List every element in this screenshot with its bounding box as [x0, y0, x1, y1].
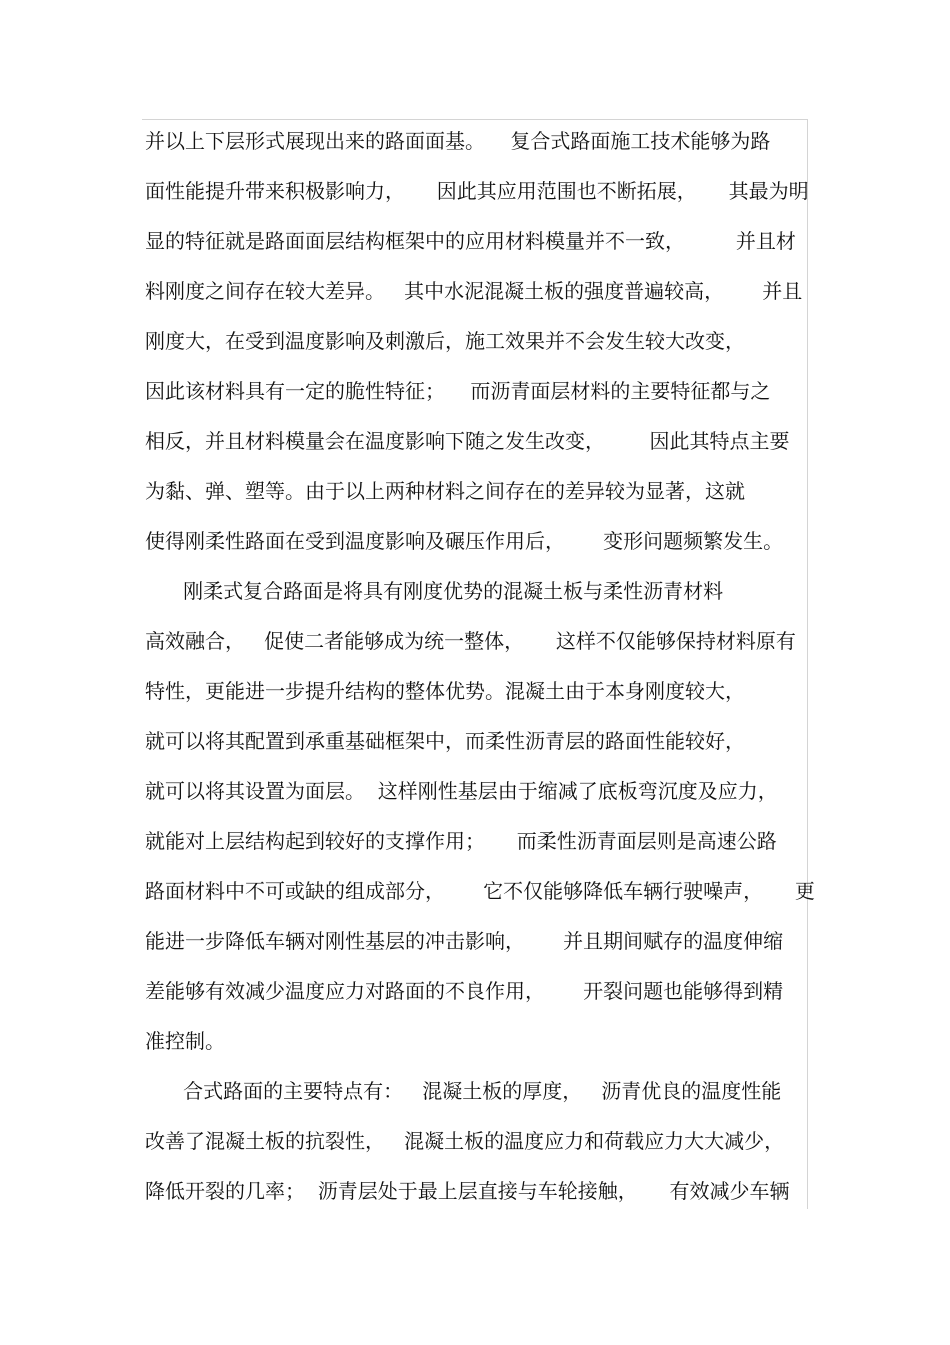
text-line: 料刚度之间存在较大差异。 其中水泥混凝土板的强度普遍较高， 并且	[145, 279, 803, 303]
text-line: 降低开裂的几率； 沥青层处于最上层直接与车轮接触， 有效减少车辆	[145, 1179, 790, 1203]
text-line: 面性能提升带来积极影响力， 因此其应用范围也不断拓展， 其最为明	[145, 179, 809, 203]
text-line: 路面材料中不可或缺的组成部分， 它不仅能够降低车辆行驶噪声， 更	[145, 879, 815, 903]
text-line: 改善了混凝土板的抗裂性， 混凝土板的温度应力和荷载应力大大减少，	[145, 1129, 785, 1153]
document-body	[145, 116, 815, 1216]
text-line: 并以上下层形式展现出来的路面面基。 复合式路面施工技术能够为路	[145, 129, 771, 153]
text-line: 因此该材料具有一定的脆性特征； 而沥青面层材料的主要特征都与之	[145, 379, 771, 403]
text-line: 能进一步降低车辆对刚性基层的冲击影响， 并且期间赋存的温度伸缩	[145, 929, 784, 953]
text-line: 高效融合， 促使二者能够成为统一整体， 这样不仅能够保持材料原有	[145, 629, 796, 653]
text-line: 就可以将其配置到承重基础框架中，而柔性沥青层的路面性能较好，	[145, 729, 745, 753]
text-line: 就能对上层结构起到较好的支撑作用； 而柔性沥青面层则是高速公路	[145, 829, 777, 853]
text-line: 就可以将其设置为面层。 这样刚性基层由于缩减了底板弯沉度及应力，	[145, 779, 778, 803]
text-line: 刚柔式复合路面是将具有刚度优势的混凝土板与柔性沥青材料	[145, 579, 724, 603]
text-line: 合式路面的主要特点有： 混凝土板的厚度， 沥青优良的温度性能	[145, 1079, 782, 1103]
text-line: 相反，并且材料模量会在温度影响下随之发生改变， 因此其特点主要	[145, 429, 790, 453]
text-line: 使得刚柔性路面在受到温度影响及碾压作用后， 变形问题频繁发生。	[145, 529, 784, 553]
text-line: 刚度大，在受到温度影响及刺激后，施工效果并不会发生较大改变，	[145, 329, 745, 353]
text-line: 显的特征就是路面面层结构框架中的应用材料模量并不一致， 并且材	[145, 229, 796, 253]
text-line: 为黏、弹、塑等。由于以上两种材料之间存在的差异较为显著，这就	[145, 479, 745, 503]
text-line: 准控制。	[145, 1029, 225, 1053]
text-line: 差能够有效减少温度应力对路面的不良作用， 开裂问题也能够得到精	[145, 979, 784, 1003]
text-line: 特性，更能进一步提升结构的整体优势。混凝土由于本身刚度较大，	[145, 679, 745, 703]
